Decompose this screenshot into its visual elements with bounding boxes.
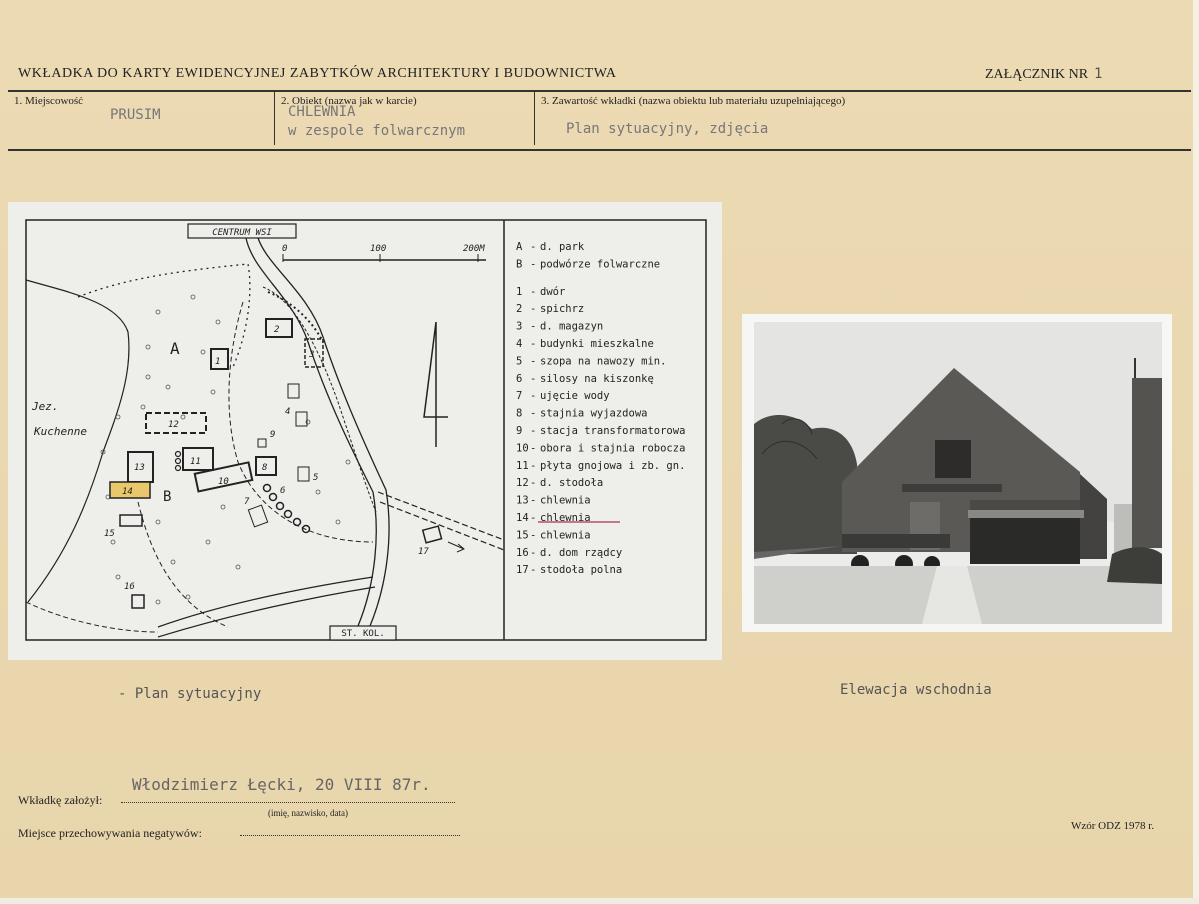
legend-dash: - — [530, 390, 537, 403]
area-label-b: B — [163, 489, 172, 505]
caption-site-plan: - Plan sytuacyjny — [118, 686, 262, 702]
author-label: Wkładkę założył: — [18, 793, 103, 807]
path-south — [138, 502, 228, 627]
legend-text: dwór — [540, 285, 566, 298]
legend-key: 1 — [516, 285, 523, 298]
building-9 — [258, 439, 266, 447]
park-trees — [101, 295, 350, 604]
legend-text: d. magazyn — [540, 320, 604, 333]
author-value: Włodzimierz Łęcki, 20 VIII 87r. — [132, 775, 431, 794]
legend-text: d. dom rządcy — [540, 546, 623, 559]
legend-dash: - — [530, 564, 537, 577]
legend-dash: - — [530, 355, 537, 368]
path-loop — [229, 302, 373, 542]
form-title: WKŁADKA DO KARTY EWIDENCYJNEJ ZABYTKÓW ARCHITEKTURY I BUDOWNICTWA — [18, 66, 617, 81]
object-value-line1: CHLEWNIA — [288, 104, 356, 120]
scale-label-0: 0 — [282, 244, 288, 254]
legend-key: 16 — [516, 546, 529, 559]
form-reference: Wzór ODZ 1978 r. — [1071, 820, 1155, 832]
building-15 — [120, 515, 142, 526]
path-west — [26, 602, 158, 632]
caption-photo: Elewacja wschodnia — [840, 682, 992, 698]
negatives-dotted-line — [240, 834, 460, 836]
legend-text: stajnia wyjazdowa — [540, 407, 648, 420]
legend-dash: - — [530, 285, 537, 298]
photo-east-elevation — [742, 314, 1172, 632]
header-rule-bottom — [8, 149, 1191, 151]
legend-key: 5 — [516, 355, 523, 368]
bldg-label-5: 5 — [313, 473, 319, 483]
bldg-label-10: 10 — [218, 477, 229, 487]
field-divider-2 — [534, 92, 535, 145]
park-fence — [78, 264, 250, 367]
attachment-label — [985, 66, 1102, 83]
header-rule-top — [8, 90, 1191, 92]
content-label: 3. Zawartość wkładki (nazwa obiektu lub materiału uzupełniającego) — [541, 95, 846, 107]
silos — [264, 485, 310, 533]
legend-text: obora i stajnia robocza — [540, 442, 686, 455]
legend-key: 11 — [516, 459, 529, 472]
legend-text: spichrz — [540, 303, 585, 316]
legend-key: 10 — [516, 442, 529, 455]
legend-key: 3 — [516, 320, 523, 333]
bottom-road-label: ST. KOL. — [341, 629, 385, 639]
building-4a — [288, 384, 299, 398]
attachment-label-text: ZAŁĄCZNIK NR — [985, 67, 1089, 82]
legend-key: 8 — [516, 407, 523, 420]
card-edge — [1193, 0, 1199, 904]
bldg-label-3: 3 — [309, 350, 315, 360]
legend-text: stacja transformatorowa — [540, 425, 686, 437]
legend-dash: - — [530, 320, 537, 333]
legend-text: stodoła polna — [540, 564, 623, 577]
road-south-a — [158, 577, 373, 627]
legend-key: 4 — [516, 338, 523, 350]
legend-key: 17 — [516, 564, 529, 577]
legend-key: 9 — [516, 425, 523, 437]
building-17 — [423, 526, 442, 543]
legend-key: B — [516, 258, 523, 271]
bldg-label-7: 7 — [244, 497, 250, 507]
bldg-label-9: 9 — [270, 430, 276, 440]
top-road-label: CENTRUM WSI — [212, 228, 272, 238]
legend-text: d. stodoła — [540, 477, 604, 490]
legend-dash: - — [530, 407, 537, 420]
bldg-label-1: 1 — [215, 357, 221, 367]
legend-dash: - — [530, 442, 537, 455]
legend-dash: - — [530, 303, 537, 316]
north-arrow — [424, 322, 448, 447]
lake-label-2: Kuchenne — [34, 425, 87, 438]
path-inner — [263, 287, 376, 512]
legend-key: 7 — [516, 390, 523, 403]
road-east — [378, 492, 504, 540]
legend-dash: - — [530, 258, 537, 271]
legend-text: ujęcie wody — [540, 390, 610, 403]
legend-key: 2 — [516, 303, 523, 316]
field-divider-1 — [274, 92, 275, 145]
legend-dash: - — [530, 459, 537, 472]
scale-label-100: 100 — [370, 244, 387, 254]
legend-dash: - — [530, 338, 537, 350]
legend-text: budynki mieszkalne — [540, 338, 654, 350]
legend-text: chlewnia — [540, 494, 591, 507]
legend-key: 14 — [516, 512, 529, 524]
bldg-label-12: 12 — [168, 420, 179, 430]
legend-key: 13 — [516, 494, 529, 507]
legend-text: silosy na kiszonkę — [540, 372, 654, 385]
bldg-label-14: 14 — [122, 487, 133, 497]
building-4b — [296, 412, 307, 426]
legend-key: A — [516, 241, 523, 253]
building-5 — [298, 467, 309, 481]
author-hint: (imię, nazwisko, data) — [268, 808, 348, 818]
slurry-tanks — [176, 452, 181, 471]
legend-dash: - — [530, 529, 537, 542]
legend-dash: - — [530, 477, 537, 490]
card-edge-bottom — [0, 898, 1199, 904]
legend-text: szopa na nawozy min. — [540, 355, 667, 368]
area-label-a: A — [170, 339, 180, 358]
locality-value: PRUSIM — [110, 107, 161, 123]
bldg-label-15: 15 — [104, 529, 115, 539]
content-value: Plan sytuacyjny, zdjęcia — [566, 121, 769, 137]
lake-label-1: Jez. — [32, 400, 59, 413]
bldg-label-6: 6 — [280, 486, 286, 496]
legend-key: 6 — [516, 372, 523, 385]
negatives-label: Miejsce przechowywania negatywów: — [18, 826, 202, 840]
legend-text: d. park — [540, 241, 585, 253]
author-dotted-line — [121, 801, 455, 803]
legend-text: chlewnia — [540, 529, 591, 542]
direction-arrow — [448, 542, 464, 552]
bldg-label-2: 2 — [274, 325, 280, 335]
lake-shore — [26, 280, 129, 602]
legend-text: płyta gnojowa i zb. gn. — [540, 459, 686, 472]
site-plan-drawing — [8, 202, 722, 660]
legend-dash: - — [530, 512, 537, 524]
legend-key: 12 — [516, 477, 529, 490]
legend-key: 15 — [516, 529, 529, 542]
legend-dash: - — [530, 494, 537, 507]
legend-dash: - — [530, 241, 537, 253]
bldg-label-11: 11 — [190, 457, 201, 467]
bldg-label-8: 8 — [262, 463, 268, 473]
legend-text: chlewnia — [540, 512, 591, 524]
locality-label: 1. Miejscowość — [14, 95, 84, 107]
road-main-left — [246, 238, 376, 626]
legend-dash: - — [530, 425, 537, 437]
scale-label-200: 200M — [463, 244, 485, 254]
bldg-label-17: 17 — [418, 547, 429, 557]
legend-dash: - — [530, 372, 537, 385]
legend-dash: - — [530, 546, 537, 559]
site-plan — [8, 202, 722, 660]
building-7 — [248, 505, 267, 527]
building-16 — [132, 595, 144, 608]
bldg-label-4: 4 — [285, 407, 291, 417]
road-east-2 — [380, 502, 504, 550]
object-value-line2: w zespole folwarcznym — [288, 123, 466, 139]
photo-drawing — [742, 314, 1172, 632]
attachment-number: 1 — [1094, 66, 1103, 82]
bldg-label-16: 16 — [124, 582, 135, 592]
legend — [516, 241, 685, 576]
legend-text: podwórze folwarczne — [540, 258, 661, 271]
bldg-label-13: 13 — [134, 463, 145, 473]
object-label: 2. Obiekt (nazwa jak w karcie) — [281, 95, 417, 107]
